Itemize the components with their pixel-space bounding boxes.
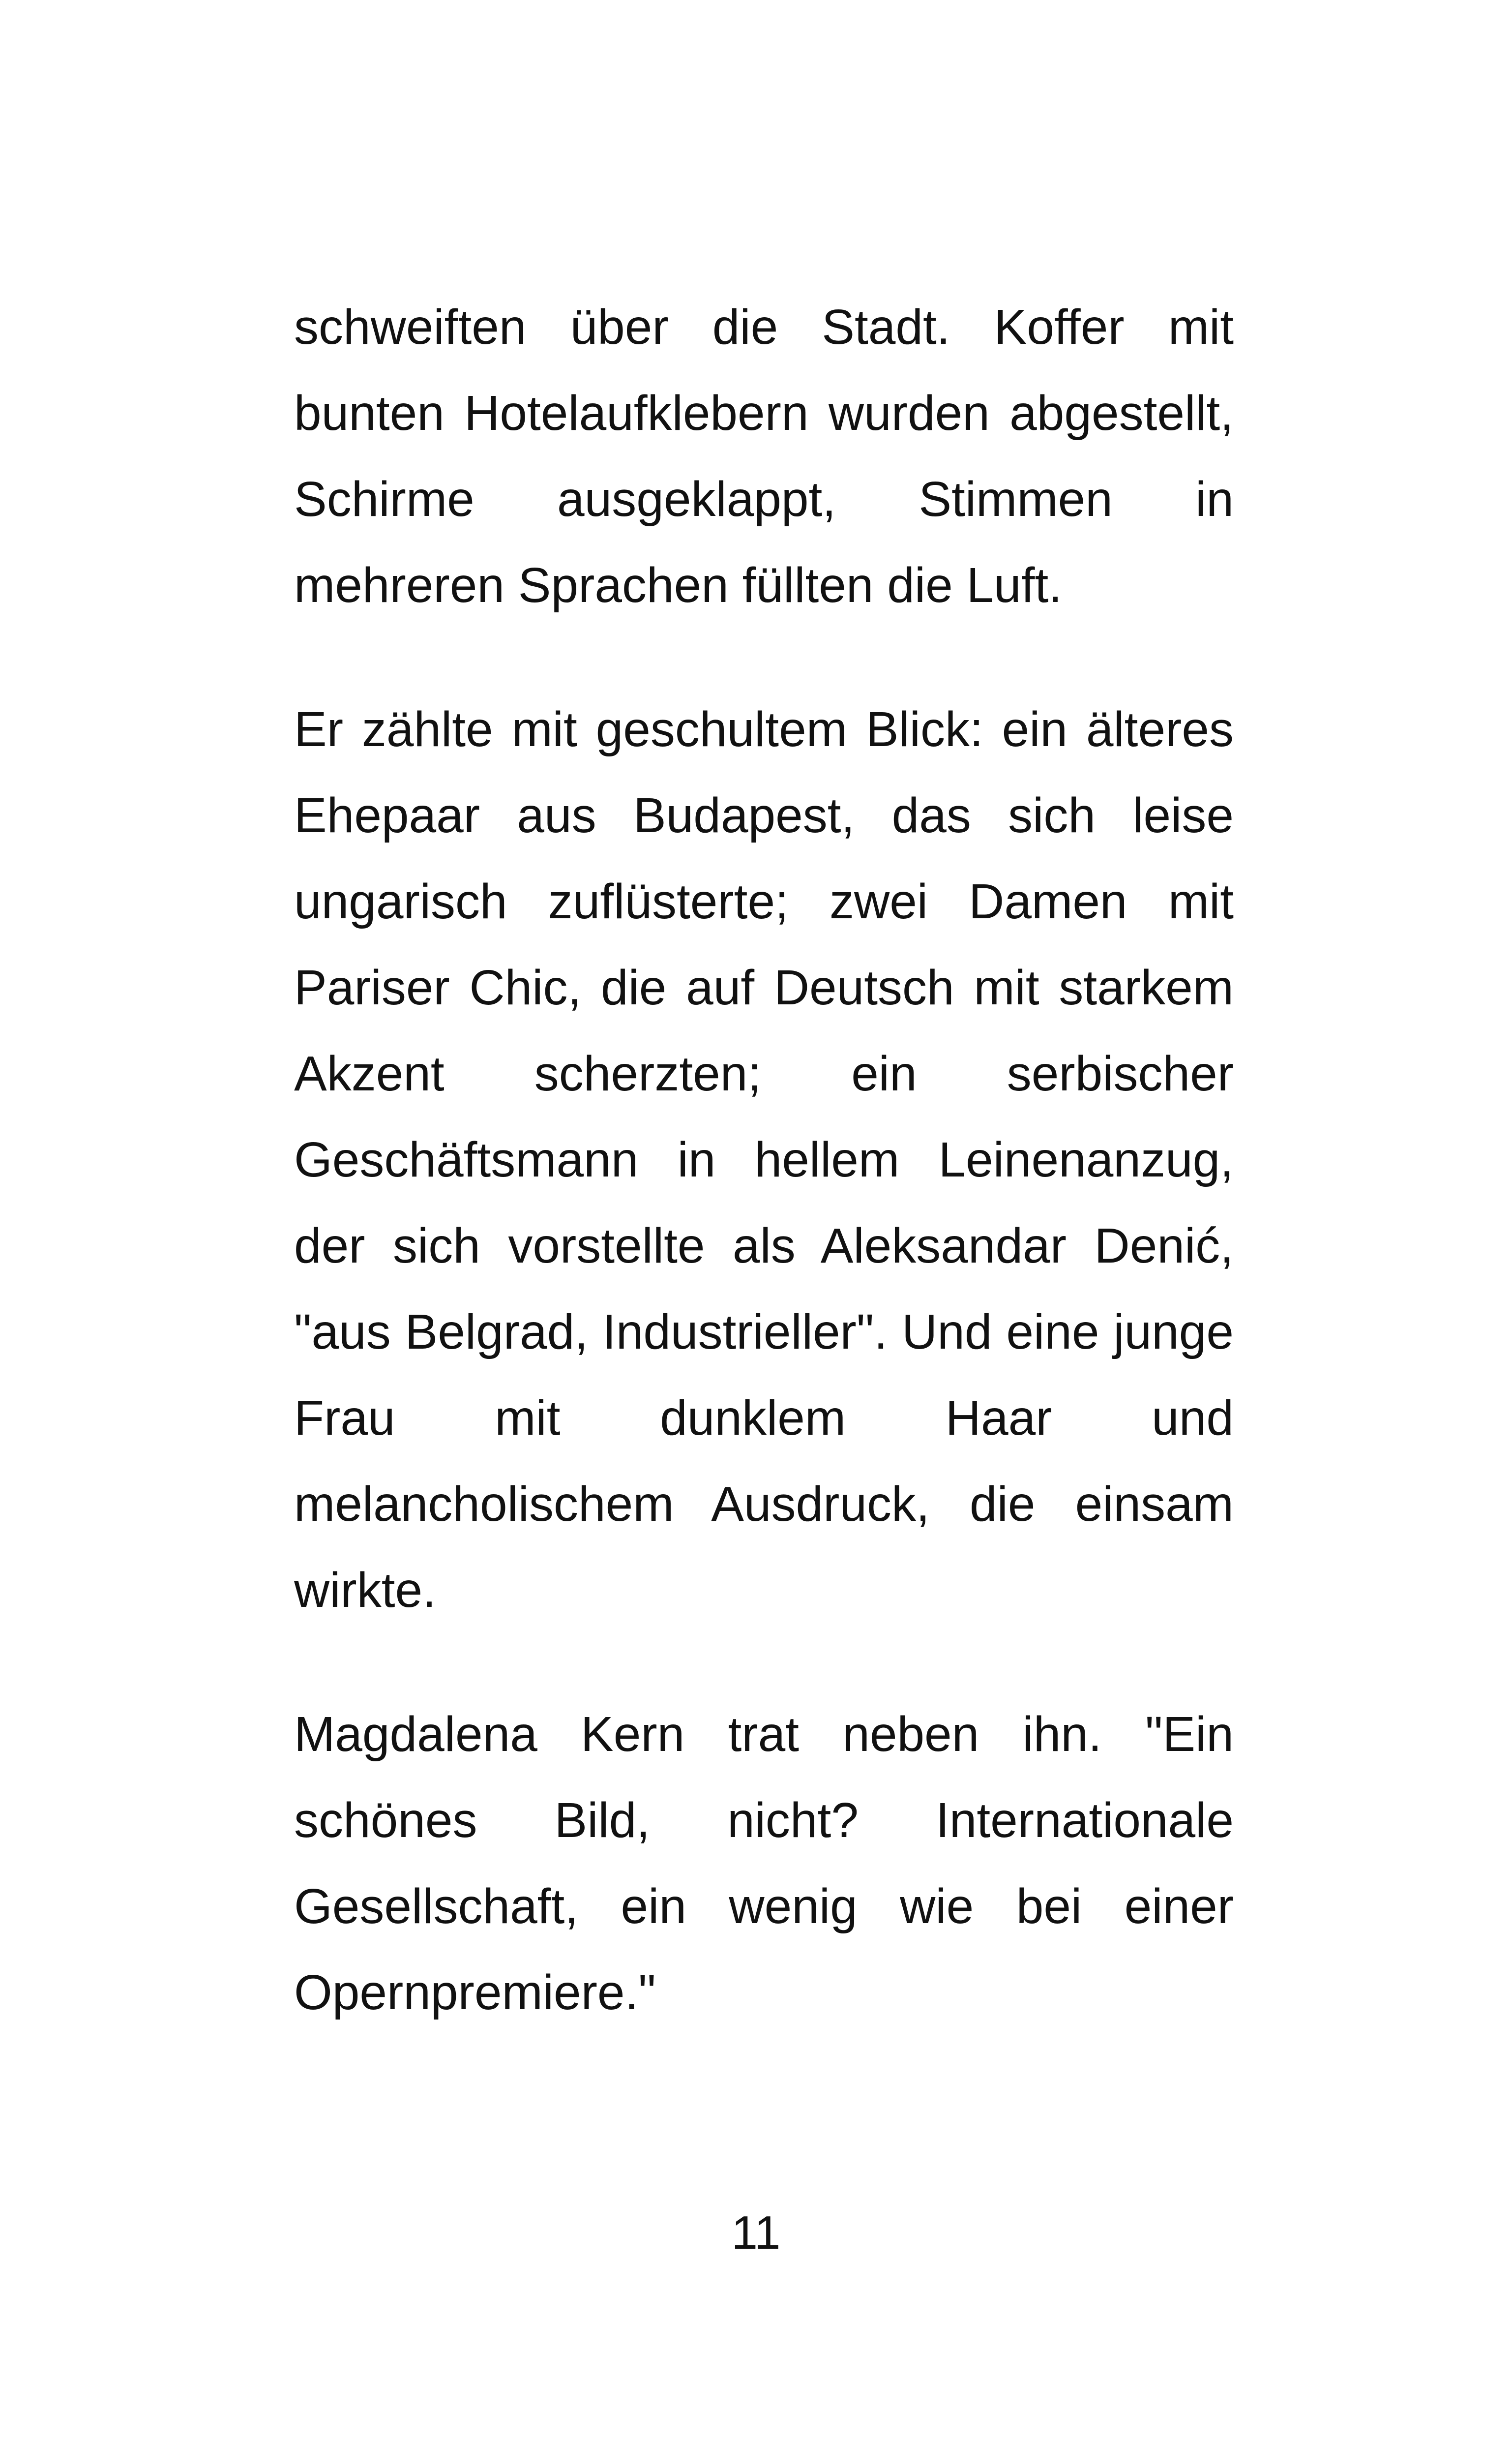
text-line: schönes Bild, nicht? Internationale [294, 1793, 1234, 1848]
text-line: wirkte. [294, 1563, 436, 1618]
text-line: Gesellschaft, ein wenig wie bei einer [294, 1879, 1234, 1934]
paragraph-3 [294, 1691, 1234, 2036]
paragraph-1 [294, 284, 1234, 629]
body-text [294, 284, 1234, 2036]
text-line: der sich vorstellte als Aleksandar Denić, [294, 1218, 1234, 1273]
text-line: schweiften über die Stadt. Koffer mit [294, 300, 1234, 355]
text-line: Pariser Chic, die auf Deutsch mit starkem [294, 960, 1234, 1015]
text-line: ungarisch zuflüsterte; zwei Damen mit [294, 874, 1234, 929]
text-line: Frau mit dunklem Haar und [294, 1390, 1234, 1446]
paragraph-2 [294, 687, 1234, 1633]
text-line: Opernpremiere." [294, 1965, 656, 2020]
text-line: bunten Hotelaufklebern wurden abgestellt, [294, 386, 1234, 441]
text-line: mehreren Sprachen füllten die Luft. [294, 558, 1063, 613]
paragraph-gap [294, 629, 1234, 687]
text-line: melancholischem Ausdruck, die einsam [294, 1477, 1234, 1532]
text-line: Er zählte mit geschultem Blick: ein älteres [294, 702, 1234, 757]
text-line: Magdalena Kern trat neben ihn. "Ein [294, 1707, 1234, 1762]
paragraph-gap [294, 1633, 1234, 1691]
text-line: Akzent scherzten; ein serbischer [294, 1046, 1234, 1101]
text-line: Geschäftsmann in hellem Leinenanzug, [294, 1132, 1234, 1187]
page-number: 11 [731, 2206, 781, 2259]
text-line: Ehepaar aus Budapest, das sich leise [294, 788, 1234, 843]
text-line: Schirme ausgeklappt, Stimmen in [294, 472, 1234, 527]
text-line: "aus Belgrad, Industrieller". Und eine junge [294, 1304, 1234, 1359]
